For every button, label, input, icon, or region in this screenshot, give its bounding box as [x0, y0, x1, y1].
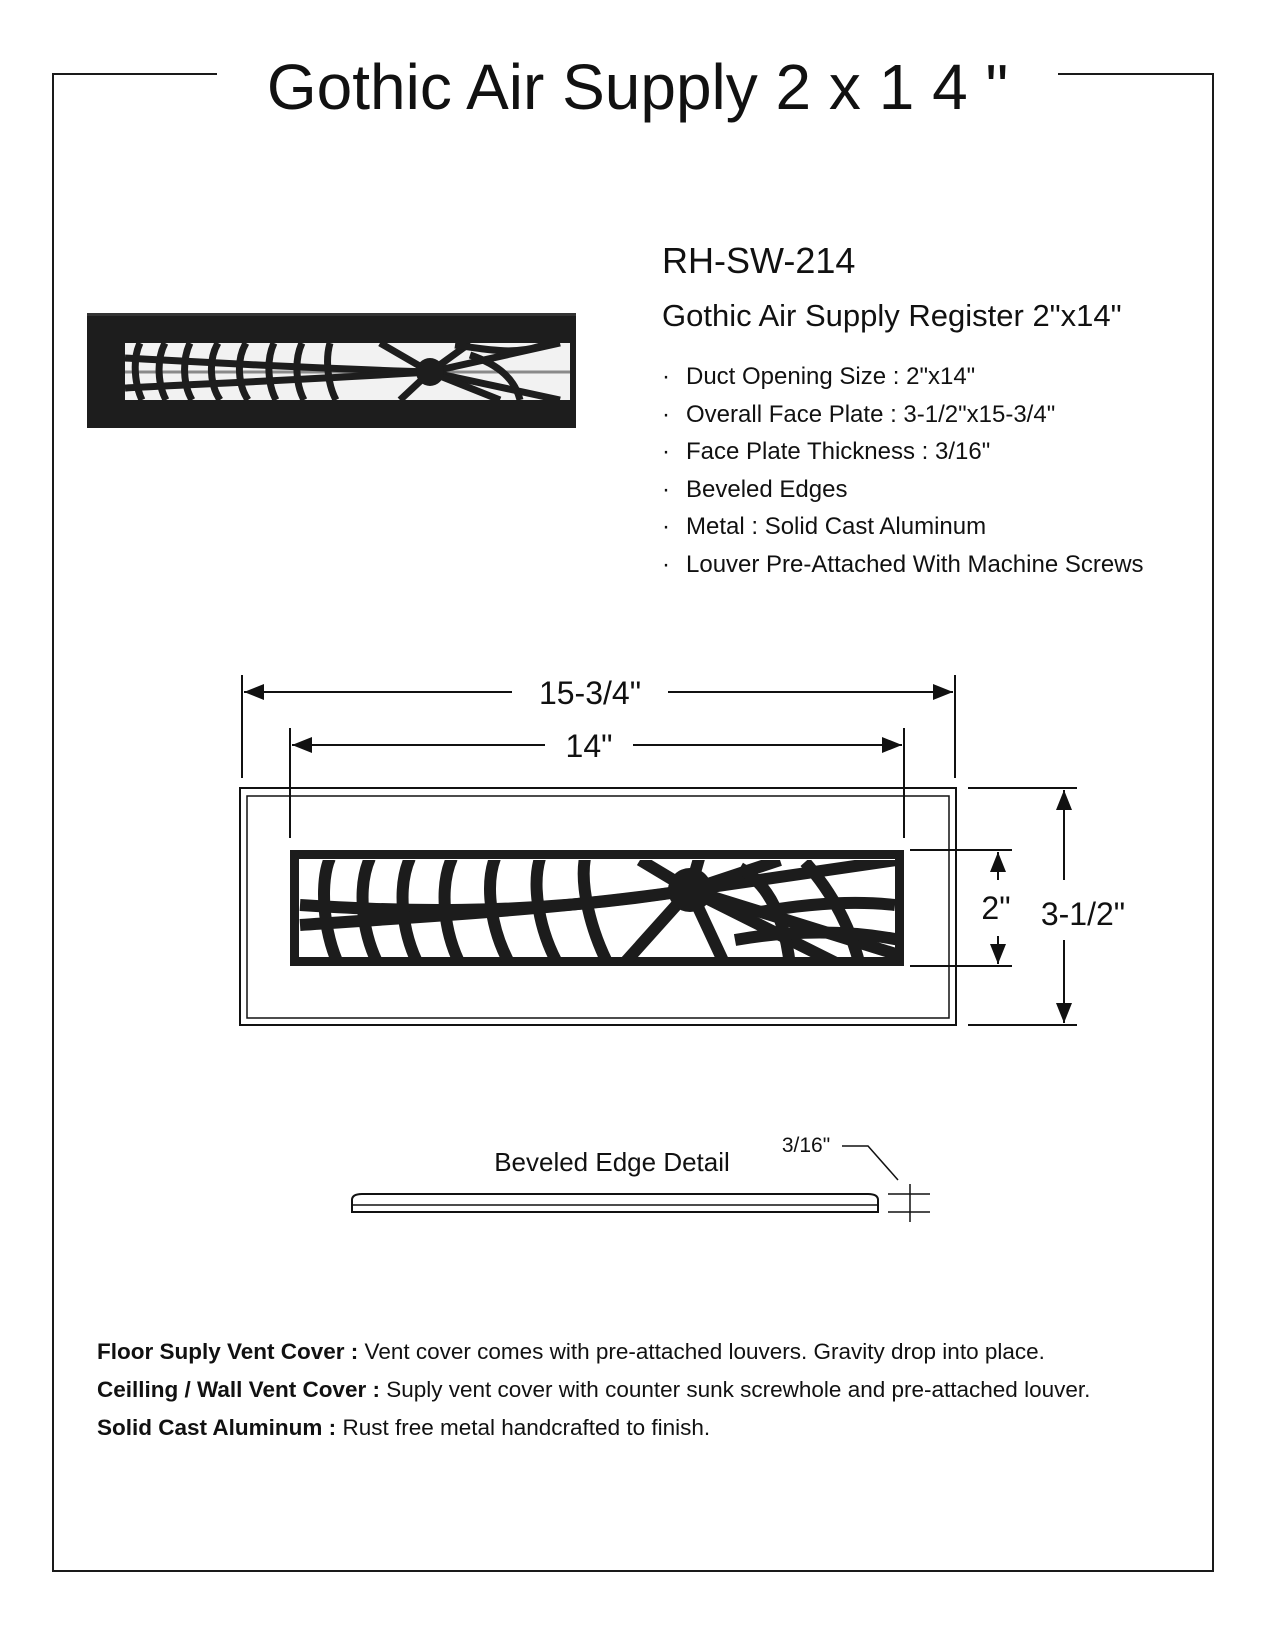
notes: [97, 1337, 1090, 1451]
spec-item: · Beveled Edges: [662, 475, 848, 503]
opening-width-label: 14": [565, 728, 613, 764]
opening-width-dimension: [290, 728, 904, 838]
bullet-icon: ·: [662, 475, 670, 503]
spec-item: · Metal : Solid Cast Aluminum: [662, 513, 987, 540]
note-ceiling-wall: Ceilling / Wall Vent Cover : Suply vent cover with counter sunk screwhole and pre-attached louver.: [97, 1377, 1091, 1402]
opening-height-label: 2": [981, 890, 1011, 926]
page-title: Gothic Air Supply 2 x 1 4 ": [0, 50, 1275, 124]
spec-item: · Duct Opening Size : 2"x14": [662, 363, 976, 390]
bullet-icon: ·: [662, 400, 670, 428]
note-floor: Floor Suply Vent Cover : Vent cover comes with pre-attached louvers. Gravity drop into place.: [97, 1339, 1045, 1364]
bullet-icon: ·: [662, 513, 670, 540]
product-sku: RH-SW-214: [662, 240, 856, 281]
spec-item: · Louver Pre-Attached With Machine Screws: [662, 550, 1144, 578]
note-material: Solid Cast Aluminum : Rust free metal handcrafted to finish.: [97, 1415, 711, 1440]
overall-height-label: 3-1/2": [1040, 896, 1126, 932]
opening-height-dimension: [910, 850, 1012, 966]
bevel-thickness-label: 3/16": [781, 1134, 831, 1157]
bevel-edge-detail: [352, 1134, 930, 1222]
bullet-icon: ·: [662, 550, 670, 578]
bevel-label: Beveled Edge Detail: [494, 1147, 730, 1177]
face-plate-drawing: [240, 788, 956, 1025]
spec-item: · Face Plate Thickness : 3/16": [662, 438, 991, 465]
bullet-icon: ·: [662, 438, 670, 465]
product-name: Gothic Air Supply Register 2"x14": [662, 298, 1122, 333]
overall-width-label: 15-3/4": [538, 675, 642, 711]
product-photo: [87, 313, 576, 428]
bullet-icon: ·: [662, 363, 670, 390]
spec-item: · Overall Face Plate : 3-1/2"x15-3/4": [662, 400, 1056, 428]
